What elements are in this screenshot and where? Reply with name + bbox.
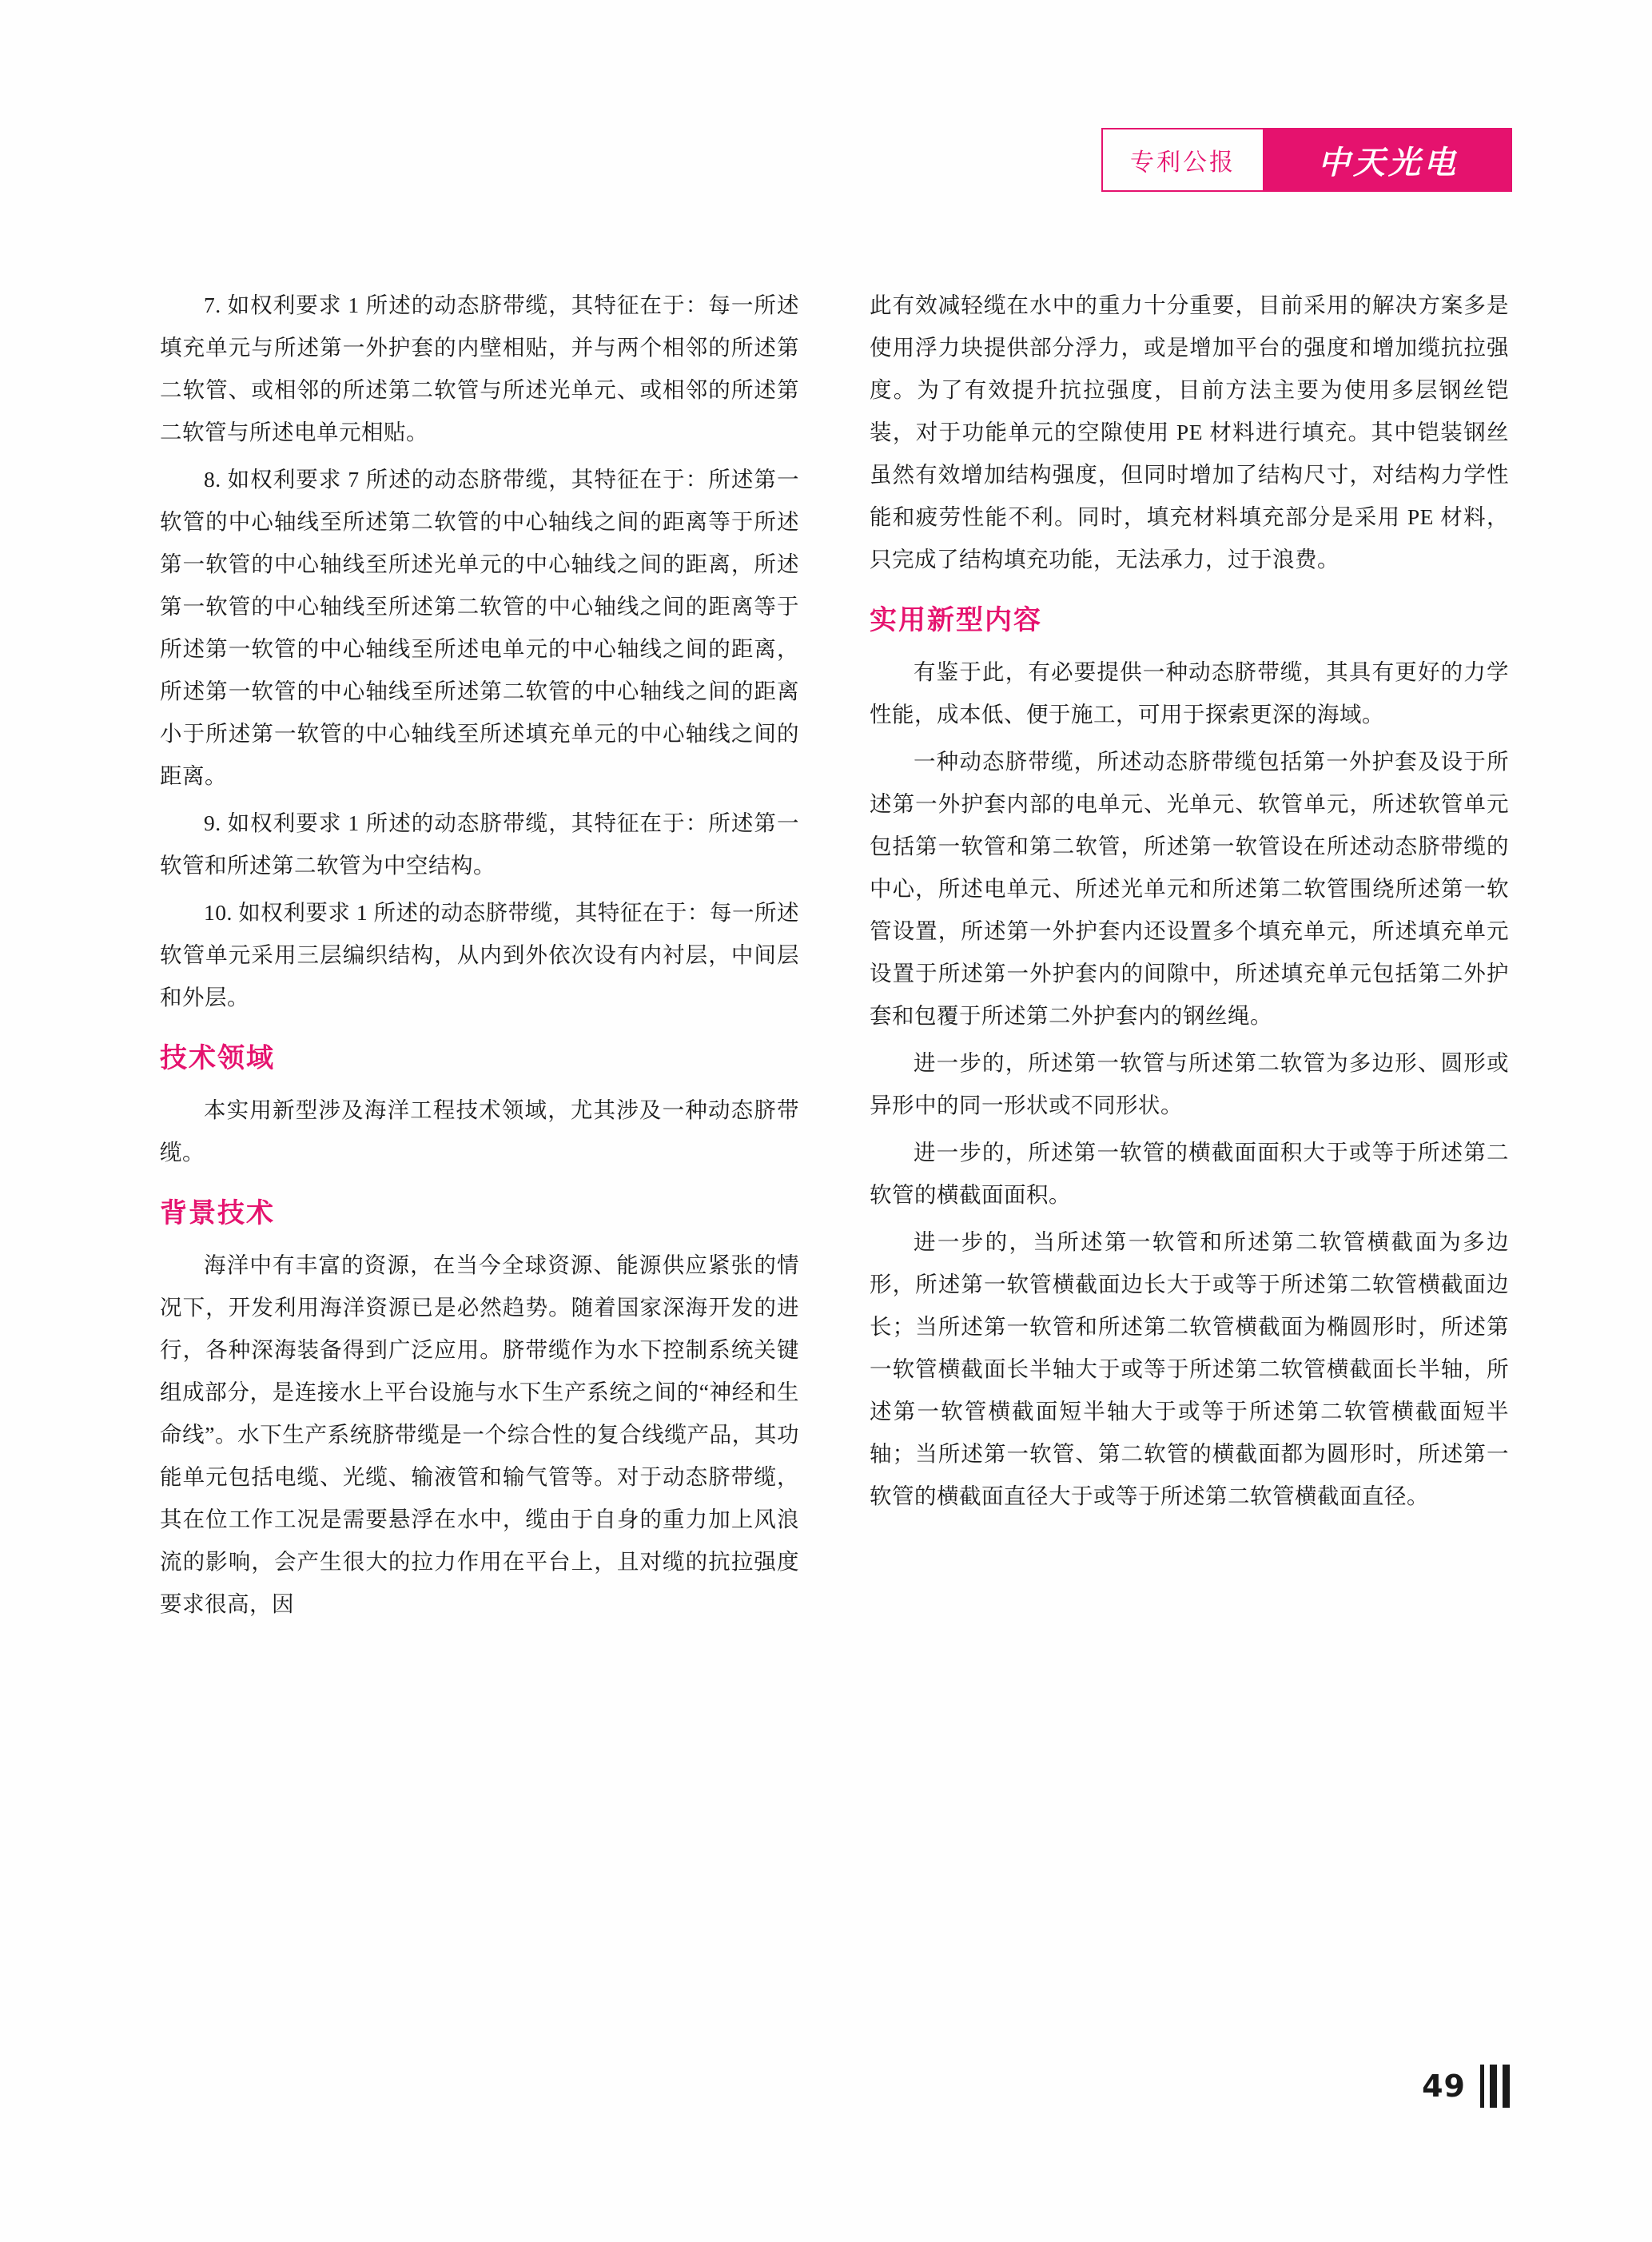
further-shape-paragraph: 进一步的，所述第一软管与所述第二软管为多边形、圆形或异形中的同一形状或不同形状。 [870, 1050, 1509, 1117]
column-left [160, 284, 799, 1630]
page-number: 49 [1422, 2069, 1466, 2104]
claim-9-paragraph: 9. 如权利要求 1 所述的动态脐带缆，其特征在于：所述第一软管和所述第二软管为中空结构。 [160, 810, 799, 878]
column-right [870, 284, 1509, 1630]
header-badge: 专利公报 [1101, 128, 1264, 192]
claim-8-paragraph: 8. 如权利要求 7 所述的动态脐带缆，其特征在于：所述第一软管的中心轴线至所述第二软管的中心轴线之间的距离等于所述第一软管的中心轴线至所述光单元的中心轴线之间的距离，所述第一软管的中心轴线至所述第二软管的中心轴线之间的距离等于所述第一软管的中心轴线至所述电单元的中心轴线之间的距离，所述第一软管的中心轴线至所述第二软管的中心轴线之间的距离小于所述第一软管的中心轴线至所述填充单元的中心轴线之间的距离。 [160, 467, 799, 788]
footer-bars-decoration [1480, 2065, 1510, 2108]
claim-7-paragraph: 7. 如权利要求 1 所述的动态脐带缆，其特征在于：每一所述填充单元与所述第一外护套的内壁相贴，并与两个相邻的所述第二软管、或相邻的所述第二软管与所述光单元、或相邻的所述第二软管与所述电单元相贴。 [160, 293, 799, 444]
utility-model-purpose-paragraph: 有鉴于此，有必要提供一种动态脐带缆，其具有更好的力学性能，成本低、便于施工，可用于探索更深的海域。 [870, 659, 1509, 727]
technical-field-paragraph: 本实用新型涉及海洋工程技术领域，尤其涉及一种动态脐带缆。 [160, 1097, 799, 1165]
section-heading-technical-field: 技术领域 [160, 1042, 275, 1074]
claim-10-paragraph: 10. 如权利要求 1 所述的动态脐带缆，其特征在于：每一所述软管单元采用三层编织结构，从内到外依次设有内衬层，中间层和外层。 [160, 900, 799, 1009]
section-heading-utility-model-content: 实用新型内容 [870, 604, 1042, 636]
utility-model-summary-paragraph: 一种动态脐带缆，所述动态脐带缆包括第一外护套及设于所述第一外护套内部的电单元、光单元、软管单元，所述软管单元包括第一软管和第二软管，所述第一软管设在所述动态脐带缆的中心，所述电单元、所述光单元和所述第二软管围绕所述第一软管设置，所述第一外护套内还设置多个填充单元，所述填充单元设置于所述第一外护套内的间隙中，所述填充单元包括第二外护套和包覆于所述第二外护套内的钢丝绳。 [870, 749, 1509, 1028]
background-paragraph-continued: 此有效减轻缆在水中的重力十分重要，目前采用的解决方案多是使用浮力块提供部分浮力，或是增加平台的强度和增加缆抗拉强度。为了有效提升抗拉强度，目前方法主要为使用多层钢丝铠装，对于功能单元的空隙使用 PE 材料进行填充。其中铠装钢丝虽然有效增加结构强度，但同时增加了结构尺寸，对结构力学性能和疲劳性能不利。同时，填充材料填充部分是采用 PE 材料，只完成了结构填充功能，无法承力，过于浪费。 [870, 293, 1509, 571]
header-brand: 中天光电 [1264, 128, 1512, 192]
section-heading-background: 背景技术 [160, 1197, 275, 1229]
page-header [1101, 128, 1512, 192]
background-paragraph: 海洋中有丰富的资源，在当今全球资源、能源供应紧张的情况下，开发利用海洋资源已是必然趋势。随着国家深海开发的进行，各种深海装备得到广泛应用。脐带缆作为水下控制系统关键组成部分，是连接水上平台设施与水下生产系统之间的“神经和生命线”。水下生产系统脐带缆是一个综合性的复合线缆产品，其功能单元包括电缆、光缆、输液管和输气管等。对于动态脐带缆，其在位工作工况是需要悬浮在水中，缆由于自身的重力加上风浪流的影响，会产生很大的拉力作用在平台上，且对缆的抗拉强度要求很高，因 [160, 1252, 799, 1616]
page-footer [1422, 2065, 1510, 2108]
further-dimension-paragraph: 进一步的，当所述第一软管和所述第二软管横截面为多边形，所述第一软管横截面边长大于或等于所述第二软管横截面边长；当所述第一软管和所述第二软管横截面为椭圆形时，所述第一软管横截面长半轴大于或等于所述第二软管横截面长半轴，所述第一软管横截面短半轴大于或等于所述第二软管横截面短半轴；当所述第一软管、第二软管的横截面都为圆形时，所述第一软管的横截面直径大于或等于所述第二软管横截面直径。 [870, 1229, 1509, 1508]
further-area-paragraph: 进一步的，所述第一软管的横截面面积大于或等于所述第二软管的横截面面积。 [870, 1140, 1509, 1207]
two-column-body [160, 284, 1511, 1630]
